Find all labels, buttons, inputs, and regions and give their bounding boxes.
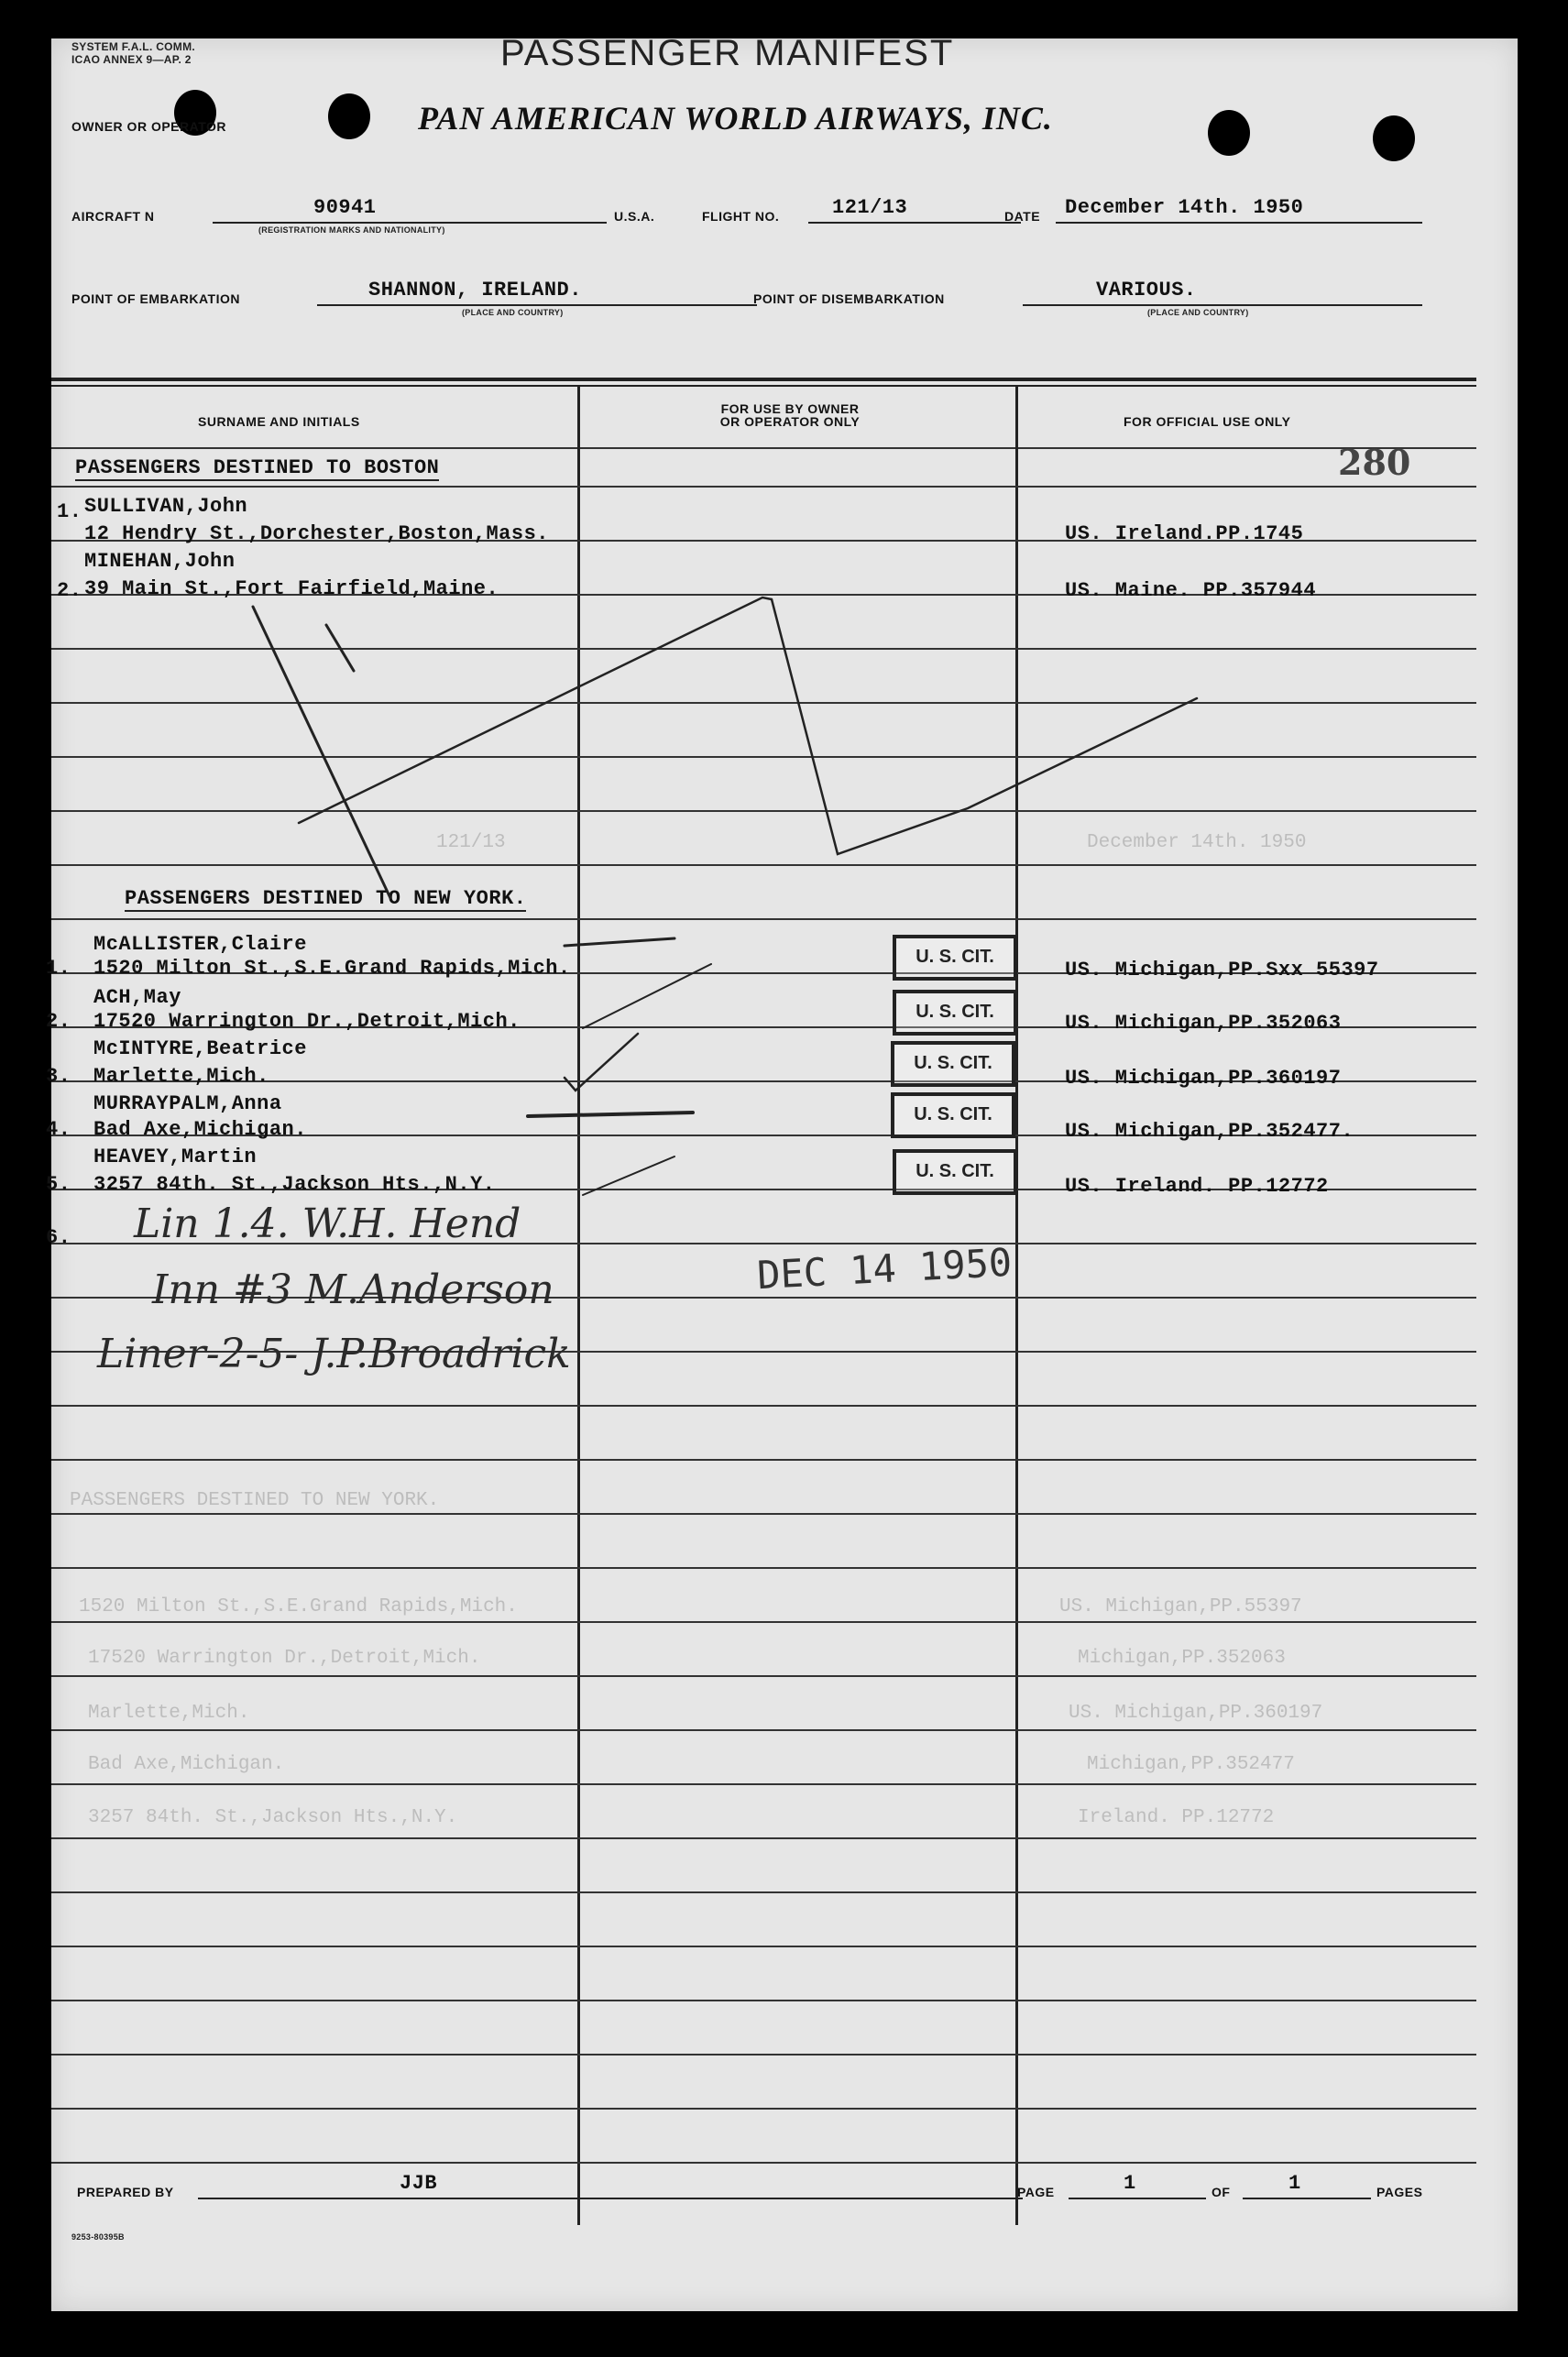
ny-official-5: US. Ireland. PP.12772 [1065,1175,1329,1198]
ny-number-1: 1. [46,957,71,980]
boston-official-2: US. Maine. PP.357944 [1065,579,1317,602]
ny-name-1: McALLISTER,Claire [93,933,307,956]
boston-official-1: US. Ireland.PP.1745 [1065,522,1304,545]
handwritten-line-1: Lin 1.4. W.H. Hend [134,1200,521,1247]
ghost-text: 1520 Milton St.,S.E.Grand Rapids,Mich. [79,1596,518,1617]
pages-label: PAGES [1376,2185,1423,2199]
date-value: December 14th. 1950 [1065,196,1304,219]
boston-number-1: 1. [57,500,82,523]
ny-number-5: 5. [46,1173,71,1196]
ghost-text: 121/13 [436,832,506,853]
us-citizen-stamp: U. S. CIT. [893,1149,1017,1195]
handwritten-line-2: Inn #3 M.Anderson [152,1266,554,1313]
embarkation-value: SHANNON, IRELAND. [368,279,582,301]
ny-name-3: McINTYRE,Beatrice [93,1037,307,1060]
new-york-heading: PASSENGERS DESTINED TO NEW YORK. [125,887,527,910]
page-value: 1 [1124,2172,1136,2195]
date-label: DATE [1004,209,1041,224]
ghost-text: December 14th. 1950 [1087,832,1307,853]
ghost-text: Michigan,PP.352063 [1078,1648,1286,1669]
strike-line [326,625,354,671]
boston-number-2: 2. [57,579,82,602]
ghost-text: 3257 84th. St.,Jackson Hts.,N.Y. [88,1807,458,1828]
us-citizen-stamp: U. S. CIT. [891,1092,1015,1138]
handwritten-line-3: Liner-2-5- J.P.Broadrick [97,1331,571,1377]
check-mark [583,1157,674,1195]
check-mark [565,938,674,946]
flight-value: 121/13 [832,196,908,219]
ny-address-2: 17520 Warrington Dr.,Detroit,Mich. [93,1010,521,1033]
ny-name-2: ACH,May [93,986,181,1009]
ny-official-1: US. Michigan,PP.Sxx 55397 [1065,959,1379,981]
usa-label: U.S.A. [614,209,655,224]
us-citizen-stamp: U. S. CIT. [893,935,1017,981]
ny-number-2: 2. [46,1010,71,1033]
page-field [1069,2174,1206,2199]
system-line-2: ICAO ANNEX 9—AP. 2 [71,53,192,66]
ny-address-1: 1520 Milton St.,S.E.Grand Rapids,Mich. [93,957,571,980]
system-line-1: SYSTEM F.A.L. COMM. [71,40,196,53]
operator-name: PAN AMERICAN WORLD AIRWAYS, INC. [418,100,1053,137]
ny-name-4: MURRAYPALM,Anna [93,1092,282,1115]
aircraft-label: AIRCRAFT N [71,209,155,224]
registration-caption: (REGISTRATION MARKS AND NATIONALITY) [258,225,445,235]
form-number: 9253-80395B [71,2232,125,2242]
boston-address-2: 39 Main St.,Fort Fairfield,Maine. [84,577,499,600]
ny-name-5: HEAVEY,Martin [93,1146,258,1168]
ghost-text: Marlette,Mich. [88,1703,250,1724]
column-header-owner-use-1: FOR USE BY OWNER [720,401,860,416]
us-citizen-stamp: U. S. CIT. [891,1041,1015,1087]
ny-number-6: 6. [46,1226,71,1249]
check-mark [528,1113,693,1116]
ny-address-5: 3257 84th. St.,Jackson Hts.,N.Y. [93,1173,496,1196]
pen-marks [51,38,1518,2311]
flight-label: FLIGHT NO. [702,209,780,224]
boston-address-1: 12 Hendry St.,Dorchester,Boston,Mass. [84,522,549,545]
column-header-owner-use-2: OR OPERATOR ONLY [719,414,861,429]
ny-number-3: 3. [46,1065,71,1088]
strike-line [253,607,390,898]
boston-name-2: MINEHAN,John [84,550,236,573]
ghost-text: Ireland. PP.12772 [1078,1807,1275,1828]
disembarkation-label: POINT OF DISEMBARKATION [753,291,945,306]
prepared-by-label: PREPARED BY [77,2185,174,2199]
ghost-text: Bad Axe,Michigan. [88,1754,285,1775]
ghost-text: PASSENGERS DESTINED TO NEW YORK. [70,1490,440,1511]
ny-number-4: 4. [46,1118,71,1141]
boston-heading: PASSENGERS DESTINED TO BOSTON [75,456,440,479]
column-header-official-use: FOR OFFICIAL USE ONLY [1124,414,1291,429]
of-value: 1 [1288,2172,1301,2195]
check-mark [583,964,711,1028]
date-received-stamp: DEC 14 1950 [755,1239,1014,1299]
manifest-sheet [46,33,1518,2311]
ny-address-3: Marlette,Mich. [93,1065,269,1088]
page-label: PAGE [1017,2185,1055,2199]
prepared-by-value: JJB [400,2172,438,2195]
of-label: OF [1212,2185,1231,2199]
disembarkation-caption: (PLACE AND COUNTRY) [1147,308,1249,317]
ghost-text: Michigan,PP.352477 [1087,1754,1295,1775]
ghost-text: US. Michigan,PP.55397 [1059,1596,1302,1617]
page-number-stamp: 280 [1338,442,1411,483]
ghost-text: US. Michigan,PP.360197 [1069,1703,1323,1724]
column-header-surname: SURNAME AND INITIALS [198,414,360,429]
check-mark [565,1034,638,1091]
strike-line [299,597,1197,854]
ny-official-4: US. Michigan,PP.352477. [1065,1120,1354,1143]
ny-official-2: US. Michigan,PP.352063 [1065,1012,1342,1035]
owner-label: OWNER OR OPERATOR [71,119,226,134]
aircraft-value: 90941 [313,196,377,219]
us-citizen-stamp: U. S. CIT. [893,990,1017,1036]
embarkation-label: POINT OF EMBARKATION [71,291,240,306]
boston-name-1: SULLIVAN,John [84,495,248,518]
of-field [1243,2174,1371,2199]
ny-official-3: US. Michigan,PP.360197 [1065,1067,1342,1090]
embarkation-caption: (PLACE AND COUNTRY) [462,308,564,317]
form-title: PASSENGER MANIFEST [500,33,955,73]
disembarkation-value: VARIOUS. [1096,279,1197,301]
ghost-text: 17520 Warrington Dr.,Detroit,Mich. [88,1648,481,1669]
ny-address-4: Bad Axe,Michigan. [93,1118,307,1141]
prepared-by-field [198,2174,1023,2199]
